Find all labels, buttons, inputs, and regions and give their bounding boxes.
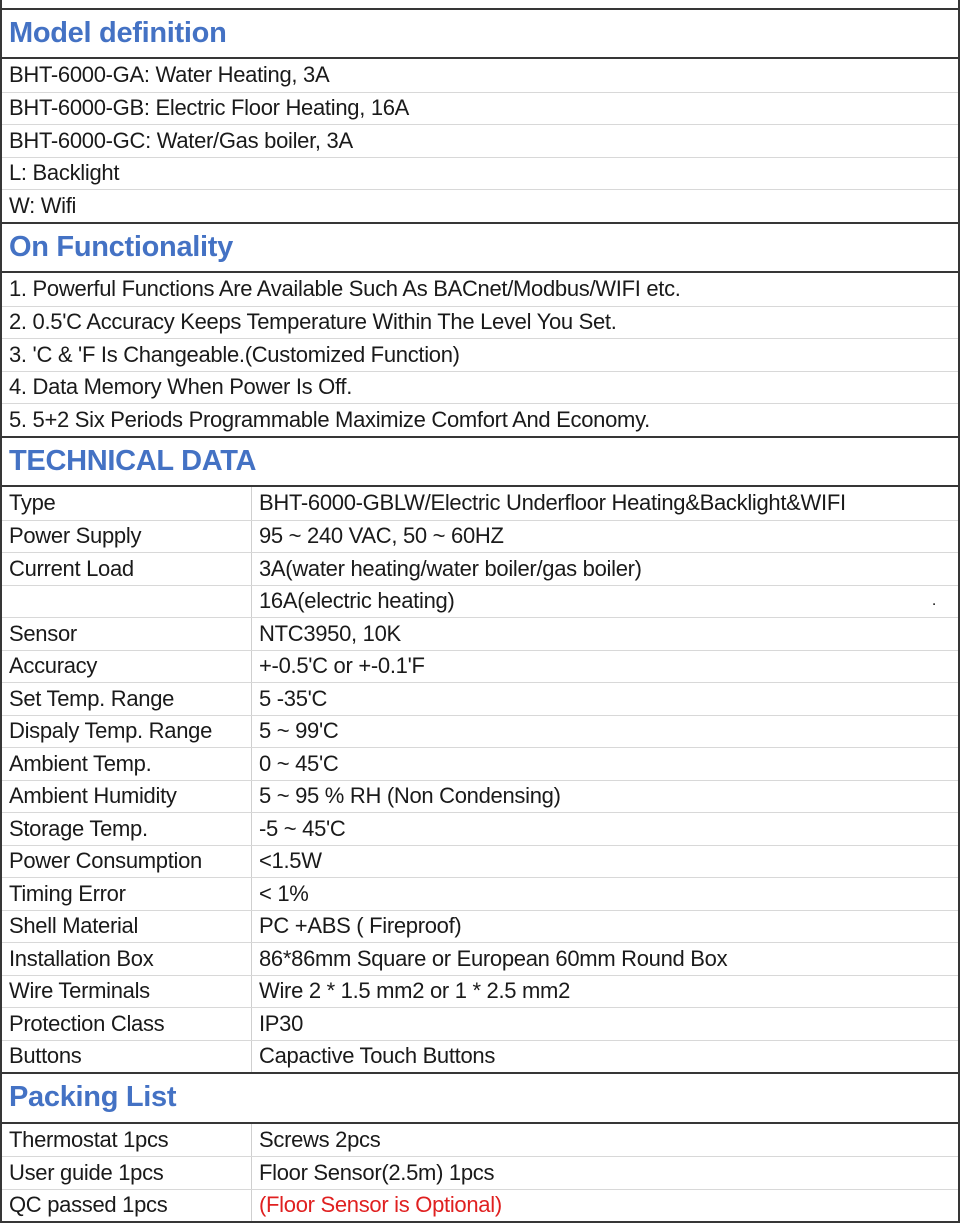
spec-value: Wire 2 * 1.5 mm2 or 1 * 2.5 mm2 [259, 978, 571, 1004]
section-title-model-definition: Model definition [2, 10, 958, 59]
table-row [2, 1040, 958, 1073]
spec-value: < 1% [259, 880, 309, 906]
table-row [2, 1156, 958, 1189]
spec-value: 95 ~ 240 VAC, 50 ~ 60HZ [259, 523, 504, 549]
table-row [2, 1189, 958, 1222]
packing-item: Screws 2pcs [259, 1126, 381, 1152]
spec-label: Ambient Temp. [2, 748, 252, 780]
table-row [2, 306, 958, 339]
table-row [2, 812, 958, 845]
spec-label: Ambient Humidity [2, 781, 252, 813]
spec-value: <1.5W [259, 848, 322, 874]
spec-value: 5 ~ 99'C [259, 718, 339, 744]
spec-label: Power Supply [2, 521, 252, 553]
table-row [2, 942, 958, 975]
spec-label: Accuracy [2, 651, 252, 683]
table-row [2, 338, 958, 371]
functionality-item: 3. 'C & 'F Is Changeable.(Customized Function) [9, 341, 460, 367]
spec-label: Shell Material [2, 911, 252, 943]
spec-value: 5 ~ 95 % RH (Non Condensing) [259, 783, 561, 809]
section-title-technical-data: TECHNICAL DATA [2, 436, 958, 488]
table-row [2, 715, 958, 748]
spec-value: +-0.5'C or +-0.1'F [259, 653, 425, 679]
table-row [2, 157, 958, 190]
table-row [2, 1124, 958, 1157]
model-definition-item: L: Backlight [9, 160, 120, 186]
table-row [2, 1007, 958, 1040]
spec-value: -5 ~ 45'C [259, 815, 346, 841]
table-row [2, 59, 958, 92]
functionality-item: 4. Data Memory When Power Is Off. [9, 374, 353, 400]
spec-label: Installation Box [2, 943, 252, 975]
table-row [2, 975, 958, 1008]
spec-value: Capactive Touch Buttons [259, 1043, 496, 1069]
table-row [2, 747, 958, 780]
spec-value: 5 -35'C [259, 685, 328, 711]
spec-label [2, 586, 252, 618]
spec-label: Type [2, 487, 252, 520]
spec-value: 3A(water heating/water boiler/gas boiler) [259, 555, 642, 581]
spec-value: 0 ~ 45'C [259, 750, 339, 776]
table-row [2, 650, 958, 683]
spec-label: Power Consumption [2, 846, 252, 878]
spec-label: Timing Error [2, 878, 252, 910]
table-row [2, 92, 958, 125]
stray-dot-artifact: . [931, 592, 936, 610]
functionality-item: 2. 0.5'C Accuracy Keeps Temperature Within The Level You Set. [9, 309, 617, 335]
spec-label: Current Load [2, 553, 252, 585]
table-row [2, 910, 958, 943]
section-title-on-functionality: On Functionality [2, 222, 958, 274]
table-row [2, 780, 958, 813]
table-row [2, 273, 958, 306]
spec-label: Dispaly Temp. Range [2, 716, 252, 748]
table-row [2, 520, 958, 553]
model-definition-item: BHT-6000-GB: Electric Floor Heating, 16A [9, 95, 410, 121]
table-row [2, 552, 958, 585]
spec-value: NTC3950, 10K [259, 620, 401, 646]
functionality-item: 1. Powerful Functions Are Available Such As BACnet/Modbus/WIFI etc. [9, 276, 681, 302]
model-definition-item: BHT-6000-GC: Water/Gas boiler, 3A [9, 127, 353, 153]
spec-value-text: 16A(electric heating) [259, 588, 455, 614]
spec-value: IP30 [259, 1010, 304, 1036]
spec-value: PC +ABS ( Fireproof) [259, 913, 462, 939]
spec-value: 86*86mm Square or European 60mm Round Box [259, 945, 728, 971]
functionality-item: 5. 5+2 Six Periods Programmable Maximize Comfort And Economy. [9, 406, 650, 432]
table-row [2, 189, 958, 222]
packing-item: Thermostat 1pcs [2, 1124, 252, 1157]
packing-item-optional-note: (Floor Sensor is Optional) [259, 1192, 502, 1218]
model-definition-item: W: Wifi [9, 192, 77, 218]
table-row [2, 124, 958, 157]
spec-label: Set Temp. Range [2, 683, 252, 715]
section-title-packing-list: Packing List [2, 1072, 958, 1124]
packing-item: User guide 1pcs [2, 1157, 252, 1189]
table-row [2, 371, 958, 404]
spec-label: Buttons [2, 1041, 252, 1073]
table-row [2, 585, 958, 618]
packing-item: QC passed 1pcs [2, 1190, 252, 1222]
spec-label: Protection Class [2, 1008, 252, 1040]
spec-label: Storage Temp. [2, 813, 252, 845]
packing-item: Floor Sensor(2.5m) 1pcs [259, 1159, 495, 1185]
table-row [2, 487, 958, 520]
table-row [2, 877, 958, 910]
table-row [2, 403, 958, 436]
spec-value: BHT-6000-GBLW/Electric Underfloor Heating&Backlight&WIFI [259, 490, 846, 516]
spec-label: Wire Terminals [2, 976, 252, 1008]
table-row [2, 845, 958, 878]
table-row [2, 682, 958, 715]
spec-value [252, 586, 958, 618]
spec-label: Sensor [2, 618, 252, 650]
table-row [2, 617, 958, 650]
table-top-fragment [2, 0, 958, 10]
model-definition-item: BHT-6000-GA: Water Heating, 3A [9, 62, 330, 88]
